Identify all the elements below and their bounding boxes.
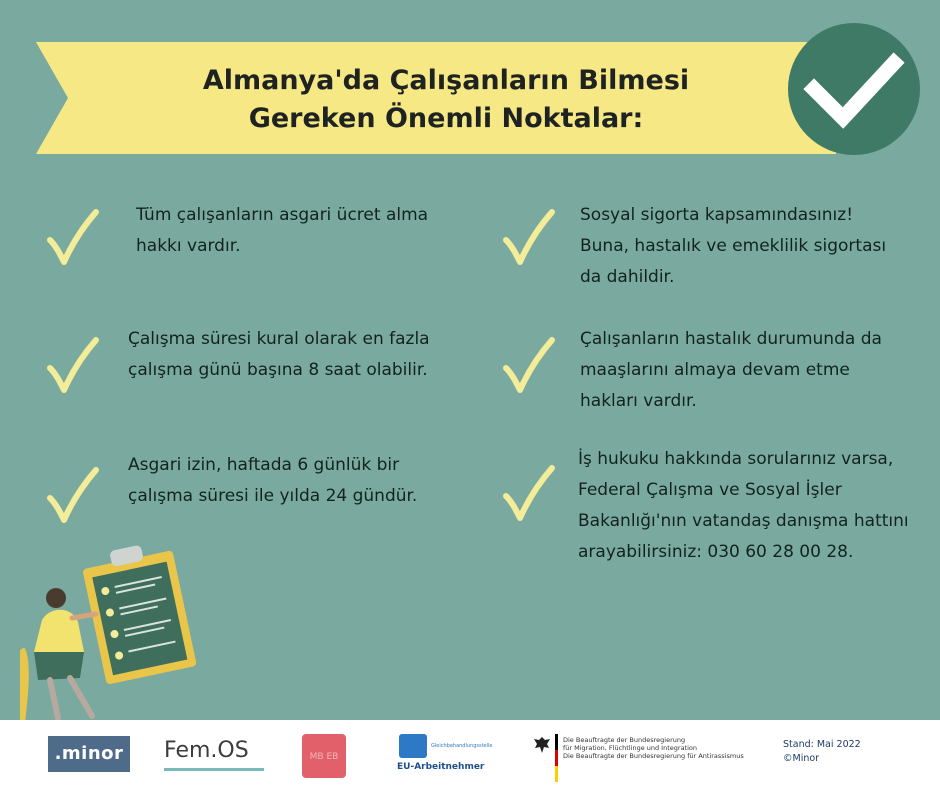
copyright: ©Minor — [783, 753, 820, 764]
footer-logos-bar — [0, 720, 940, 788]
federal-eagle-icon — [533, 736, 551, 754]
mbeb-logo-text: MB EB — [309, 752, 339, 762]
bund-line-1: Die Beauftragte der Bundesregierung — [563, 736, 686, 744]
title-line-2: Gereken Önemli Noktalar: — [248, 103, 644, 134]
femos-underline — [164, 768, 264, 771]
person-holding-checklist-illustration — [20, 540, 200, 722]
list-item — [44, 450, 484, 540]
checkmark-icon — [500, 334, 556, 396]
page-title — [166, 62, 726, 138]
list-item — [500, 200, 920, 295]
stand-info — [783, 738, 861, 766]
femos-logo-text: Fem.OS — [164, 738, 249, 763]
minor-logo: .minor — [48, 736, 130, 772]
bund-line-3: Die Beauftragte der Bundesregierung für Antirassismus — [563, 752, 744, 760]
mbeb-logo — [302, 734, 346, 778]
bundesregierung-logo — [533, 734, 743, 782]
checkmark-icon — [500, 462, 556, 524]
checkmark-icon — [500, 206, 556, 268]
item-text: Tüm çalışanların asgari ücret alma hakkı vardır. — [136, 205, 429, 256]
eu-logo-text: EU-Arbeitnehmer — [397, 762, 485, 772]
checkmark-icon — [44, 334, 100, 396]
femos-logo — [164, 738, 249, 763]
item-text: Çalışanların hastalık durumunda da maaşlarını almaya devam etme hakları vardır. — [580, 329, 882, 411]
list-item — [500, 444, 920, 604]
title-line-1: Almanya'da Çalışanların Bilmesi — [202, 65, 690, 96]
bund-line-2: für Migration, Flüchtlinge und Integration — [563, 744, 698, 752]
eu-small-text: Gleichbehandlungsstelle — [431, 743, 493, 749]
list-item — [500, 324, 920, 419]
item-text: Sosyal sigorta kapsamındasınız! Buna, hastalık ve emeklilik sigortası da dahildir. — [580, 205, 887, 287]
list-item — [44, 200, 484, 270]
eu-arbeitnehmer-logo — [397, 734, 493, 778]
stand-date: Stand: Mai 2022 — [783, 739, 861, 750]
list-item — [44, 324, 484, 414]
checkmark-circle-icon — [788, 23, 920, 155]
checkmark-icon — [44, 464, 100, 526]
title-banner — [36, 42, 856, 154]
checkmark-icon — [44, 206, 100, 268]
item-text: Çalışma süresi kural olarak en fazla çalışma günü başına 8 saat olabilir. — [128, 329, 430, 380]
item-text: Asgari izin, haftada 6 günlük bir çalışma süresi ile yılda 24 gündür. — [128, 455, 418, 506]
people-group-icon — [399, 734, 427, 758]
item-text: İş hukuku hakkında sorularınız varsa, Federal Çalışma ve Sosyal İşler Bakanlığı'nın vatandaş danışma hattını arayabilirsiniz: 030 60 28 00 28. — [578, 449, 909, 562]
german-flag-stripe-icon — [555, 734, 558, 782]
bundesregierung-text — [563, 736, 744, 760]
